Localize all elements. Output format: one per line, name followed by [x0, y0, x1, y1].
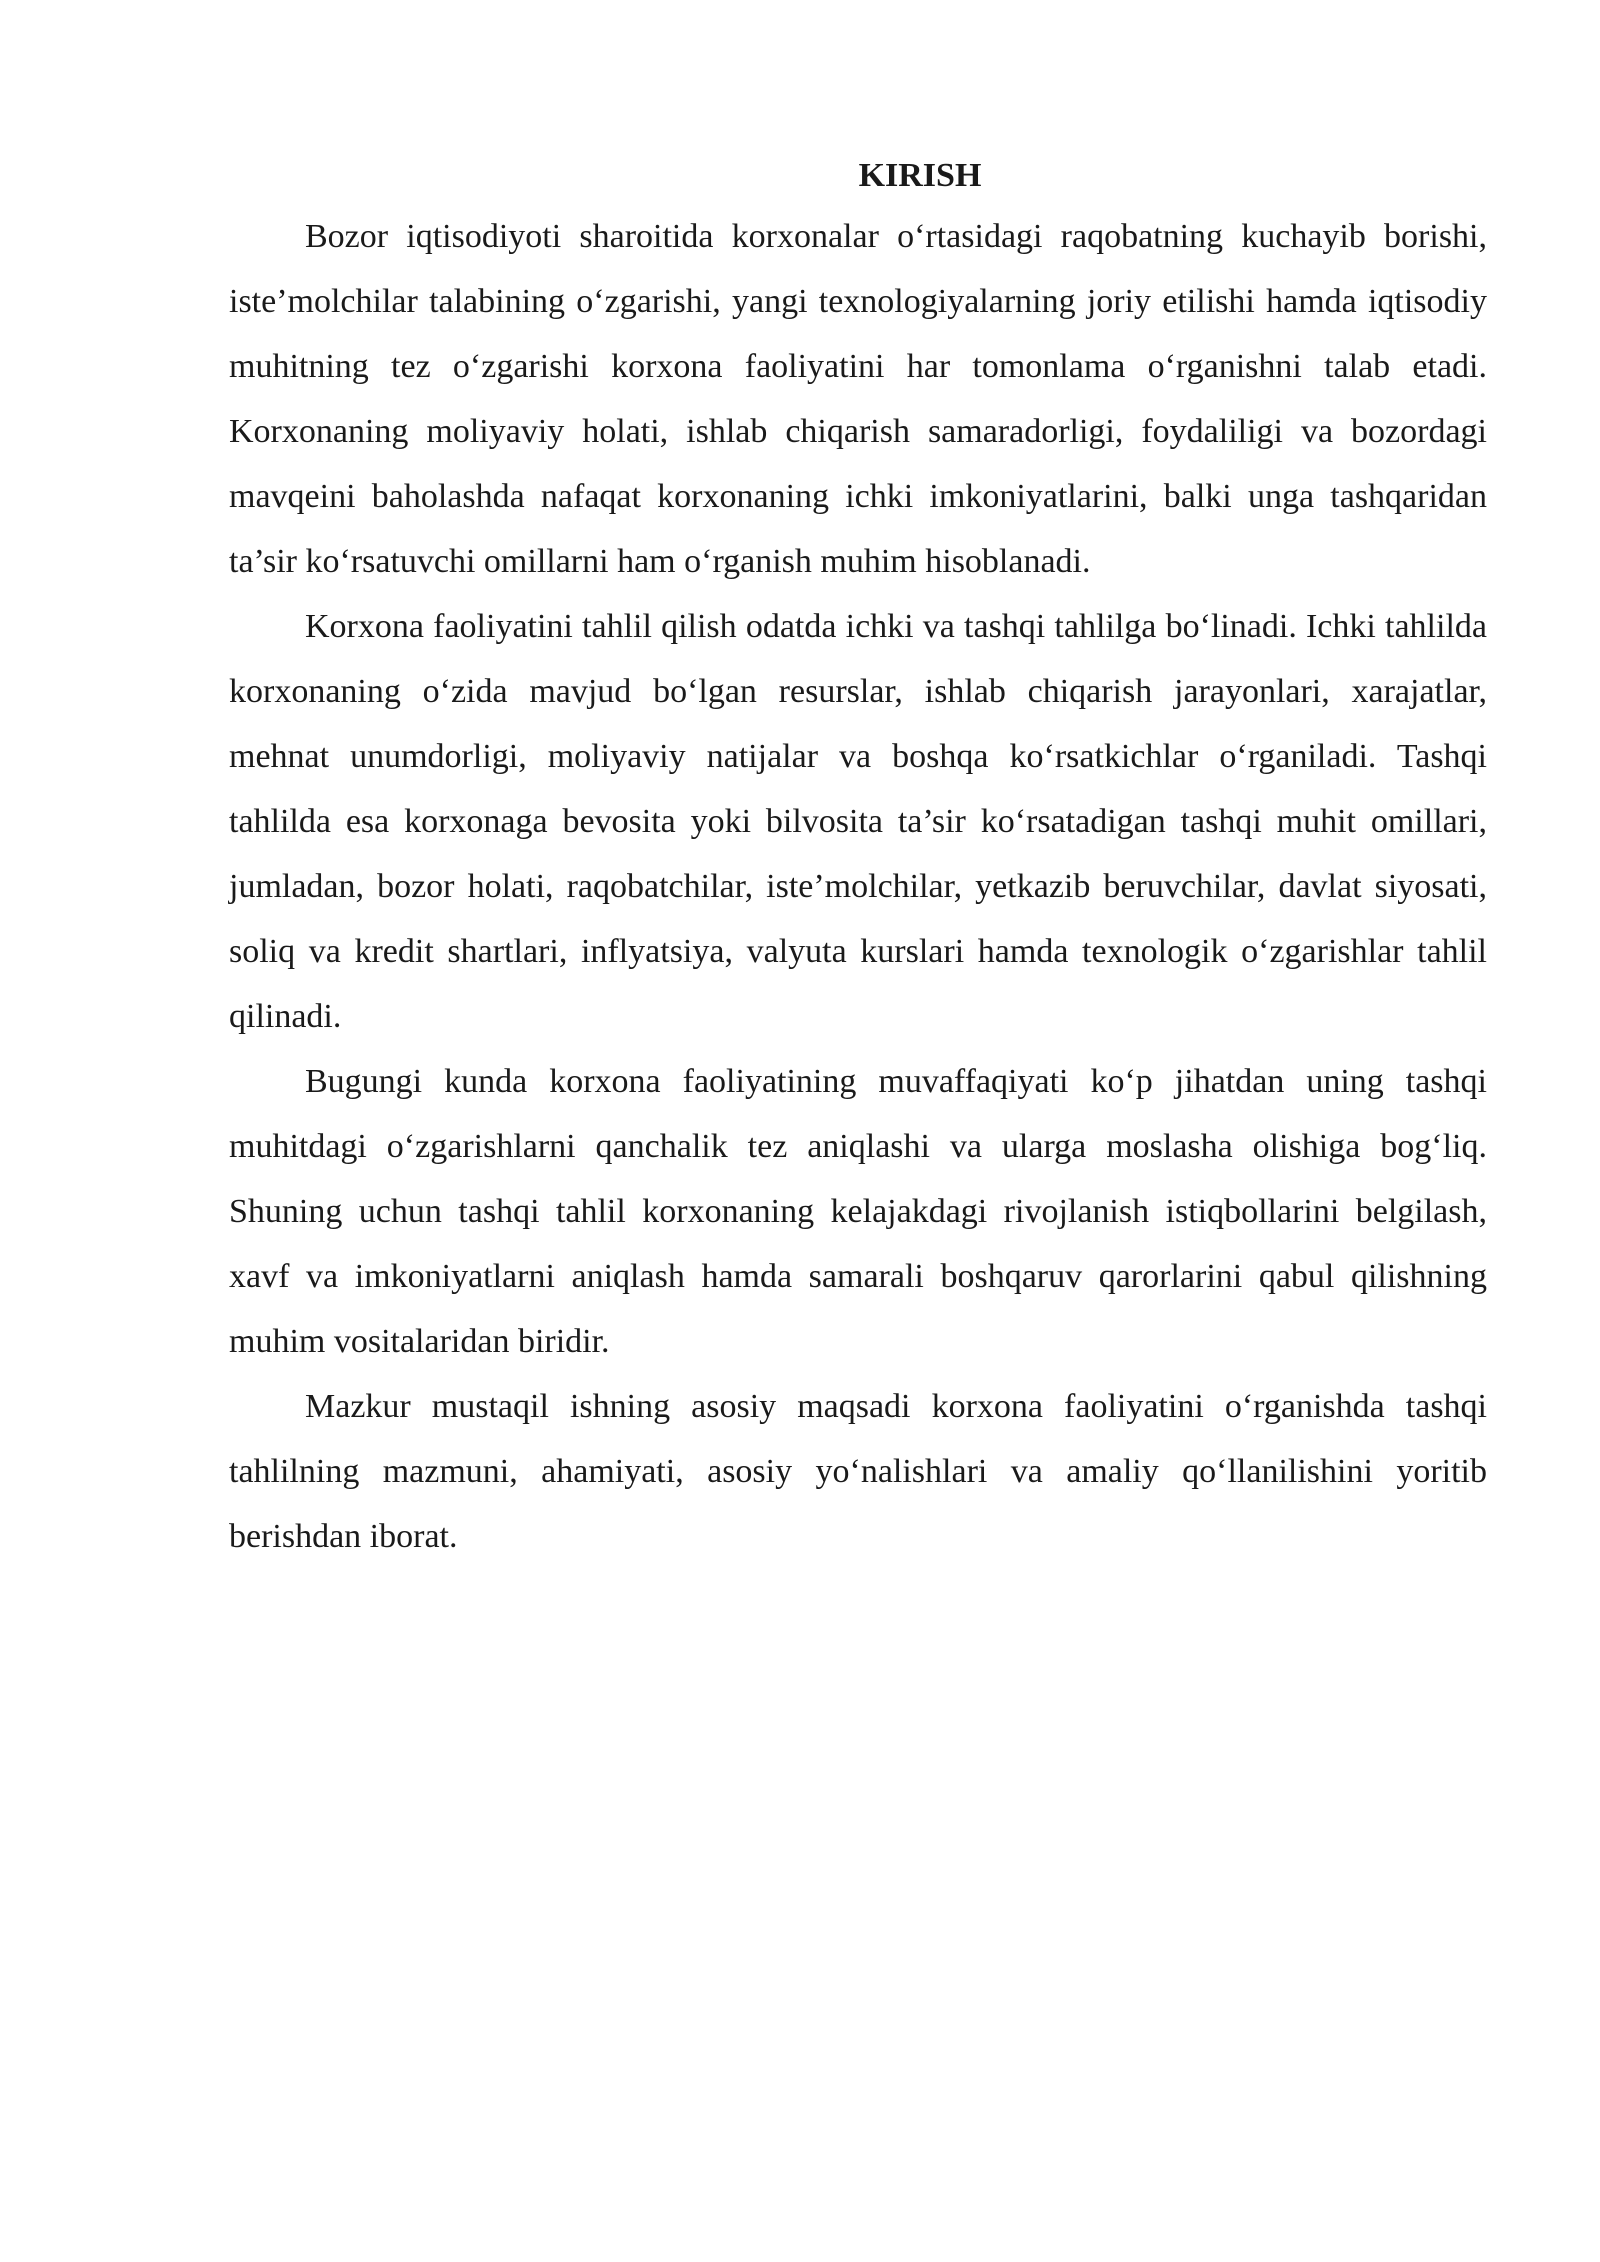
paragraph-4: Mazkur mustaqil ishning asosiy maqsadi korxona faoliyatini o‘rganishda tashqi tahlilning mazmuni, ahamiyati, asosiy yo‘nalishlari va amaliy qo‘llanilishini yoritib berishdan iborat. — [229, 1388, 1487, 1555]
paragraph-2: Korxona faoliyatini tahlil qilish odatda ichki va tashqi tahlilga bo‘linadi. Ichki tahlilda korxonaning o‘zida mavjud bo‘lgan resurslar, ishlab chiqarish jarayonlari, xarajatlar, mehnat unumdorligi, moliyaviy natijalar va boshqa ko‘rsatkichlar o‘rganiladi. Tashqi tahlilda esa korxonaga bevosita yoki bilvosita ta’sir ko‘rsatadigan tashqi muhit omillari, jumladan, bozor holati, raqobatchilar, iste’molchilar, yetkazib beruvchilar, davlat siyosati, soliq va kredit shartlari, inflyatsiya, valyuta kurslari hamda texnologik o‘zgarishlar tahlil qilinadi. — [229, 608, 1487, 1035]
page-title: KIRISH — [858, 157, 982, 194]
document-body — [229, 148, 1487, 1569]
paragraph-1: Bozor iqtisodiyoti sharoitida korxonalar o‘rtasidagi raqobatning kuchayib borishi, iste’molchilar talabining o‘zgarishi, yangi texnologiyalarning joriy etilishi hamda iqtisodiy muhitning tez o‘zgarishi korxona faoliyatini har tomonlama o‘rganishni talab etadi. Korxonaning moliyaviy holati, ishlab chiqarish samaradorligi, foydaliligi va bozordagi mavqeini baholashda nafaqat korxonaning ichki imkoniyatlarini, balki unga tashqaridan ta’sir ko‘rsatuvchi omillarni ham o‘rganish muhim hisoblanadi. — [229, 218, 1487, 580]
paragraph-3: Bugungi kunda korxona faoliyatining muvaffaqiyati ko‘p jihatdan uning tashqi muhitdagi o‘zgarishlarni qanchalik tez aniqlashi va ularga moslasha olishiga bog‘liq. Shuning uchun tashqi tahlil korxonaning kelajakdagi rivojlanish istiqbollarini belgilash, xavf va imkoniyatlarni aniqlash hamda samarali boshqaruv qarorlarini qabul qilishning muhim vositalaridan biridir. — [229, 1063, 1487, 1360]
